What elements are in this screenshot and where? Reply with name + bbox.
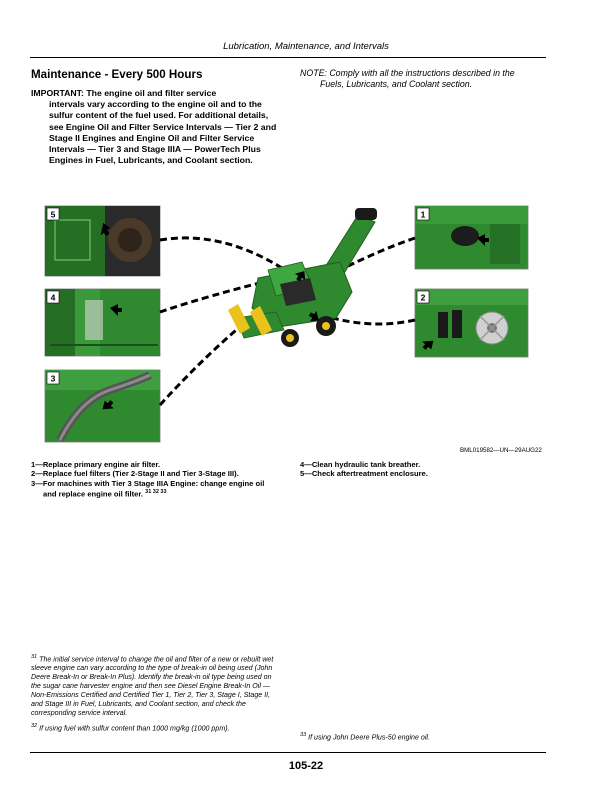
footnote-31 [31, 653, 279, 718]
legend-right [300, 460, 550, 479]
harvester-service-figure [40, 200, 560, 445]
figure-id: BML019582—UN—29AUG22 [460, 447, 542, 454]
callout-1: 1 [420, 209, 426, 220]
legend-item-3 [31, 479, 291, 499]
inset-3 [45, 370, 160, 442]
important-lead: IMPORTANT: The engine oil and filter service [31, 88, 217, 98]
callout-3-badge [47, 372, 59, 384]
callout-2: 2 [420, 292, 426, 303]
callout-4: 4 [50, 292, 56, 303]
callout-5: 5 [50, 209, 56, 220]
important-body: intervals vary according to the engine oil and to the sulfur content of the fuel used. For additional details, see Engine Oil and Filter Service Intervals — Tier 2 and Stage II Engines and Engine Oil and Filter Service Intervals — Tier 3 and Stage IIIA — PowerTech Plus Engines in Fuel, Lubricants, and Coolant section. [49, 99, 277, 166]
footer-rule [30, 752, 546, 753]
footnote-32-number: 32 [31, 723, 38, 729]
callout-2-badge [417, 291, 429, 303]
note-tail: Fuels, Lubricants, and Coolant section. [320, 79, 473, 90]
footnote-32 [31, 722, 281, 733]
harvester-illustration [228, 208, 377, 347]
legend-item-1: 1—Replace primary engine air filter. [31, 460, 161, 469]
note-lead: NOTE: Comply with all the instructions described in the [300, 68, 515, 78]
legend-item-3-cont: and replace engine oil filter. [43, 489, 144, 499]
inset-4 [45, 289, 160, 356]
legend-item-5: 5—Check aftertreatment enclosure. [300, 469, 428, 479]
callout-4-badge [47, 291, 59, 303]
important-notice [31, 88, 281, 166]
header-rule [30, 57, 546, 58]
footnote-31-text: The initial service interval to change the oil and filter of a new or rebuilt wet sleeve engine can vary according to the type of break-in oil being used (John Deere Break-In or Break-In Plus). Identify the break-in oil type being used on the sugar cane harvester engine and then see Diesel Engine Break-In Oil — Non-Emissions Certified and Certified Tier 1, Tier 2, Tier 3, Stage I, Stage II, and Stage III in Fuel, Lubricants, and Coolant section, and check the corresponding service interval. [31, 655, 274, 718]
page-number: 105-22 [288, 760, 324, 772]
legend-item-3-text: 3—For machines with Tier 3 Stage IIIA Engine: change engine oil [31, 478, 265, 488]
inset-2 [415, 289, 528, 357]
running-header: Lubrication, Maintenance, and Intervals [223, 41, 389, 52]
page-title: Maintenance - Every 500 Hours [31, 68, 203, 81]
footnote-33-number: 33 [300, 732, 307, 738]
footnote-33-text: If using John Deere Plus-50 engine oil. [308, 733, 430, 742]
note [300, 68, 560, 91]
footnote-33 [300, 731, 550, 742]
callout-5-badge [47, 208, 59, 220]
legend-item-3-refs: 31 32 33 [145, 489, 167, 496]
footnote-31-number: 31 [31, 654, 38, 660]
inset-1 [415, 206, 528, 269]
legend-item-4: 4—Clean hydraulic tank breather. [300, 460, 421, 469]
legend-item-2: 2—Replace fuel filters (Tier 2-Stage II and Tier 3-Stage III). [31, 469, 239, 479]
legend-left [31, 460, 291, 499]
inset-5 [45, 206, 160, 276]
callout-3: 3 [50, 373, 56, 384]
footnote-32-text: If using fuel with sulfur content than 1000 mg/kg (1000 ppm). [39, 724, 230, 733]
callout-1-badge [417, 208, 429, 220]
